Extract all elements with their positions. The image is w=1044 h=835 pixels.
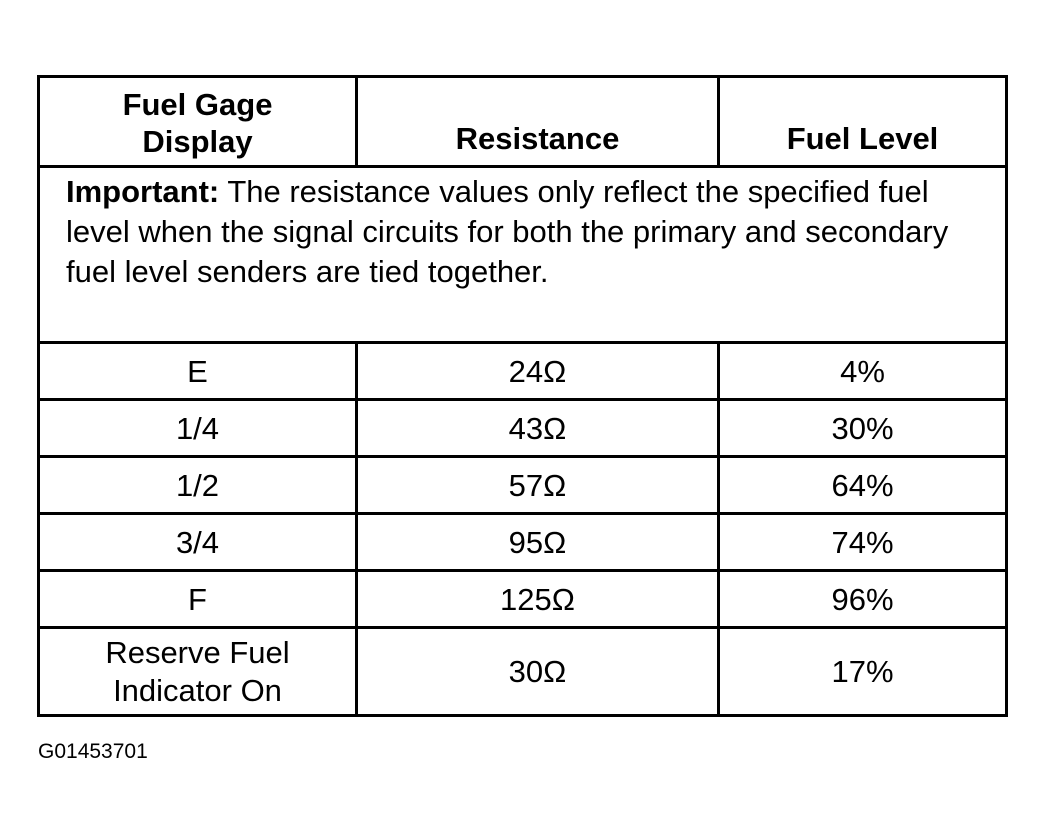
cell-resistance: 125Ω <box>357 571 719 628</box>
important-note-text: The resistance values only reflect the specified fuel level when the signal circuits for both the primary and secondary fuel level senders are tied together. <box>66 174 949 289</box>
cell-fuel-level: 96% <box>719 571 1007 628</box>
cell-display: E <box>39 343 357 400</box>
table-row <box>39 457 1007 514</box>
cell-display: 1/4 <box>39 400 357 457</box>
cell-display: F <box>39 571 357 628</box>
fuel-gage-resistance-table <box>37 75 1008 717</box>
cell-display: 1/2 <box>39 457 357 514</box>
header-resistance: Resistance <box>357 77 719 167</box>
table-row <box>39 571 1007 628</box>
figure-id-caption: G01453701 <box>38 740 148 763</box>
reserve-line1: Reserve Fuel <box>105 634 290 670</box>
cell-resistance: 57Ω <box>357 457 719 514</box>
cell-resistance: 24Ω <box>357 343 719 400</box>
table-row <box>39 514 1007 571</box>
cell-fuel-level: 64% <box>719 457 1007 514</box>
important-note-row <box>39 167 1007 343</box>
cell-resistance: 95Ω <box>357 514 719 571</box>
cell-resistance: 43Ω <box>357 400 719 457</box>
header-display-line1: Fuel Gage <box>122 87 273 122</box>
reserve-fuel-row <box>39 628 1007 716</box>
header-fuel-level: Fuel Level <box>719 77 1007 167</box>
important-note <box>39 167 1007 343</box>
header-fuel-gage-display <box>39 77 357 167</box>
cell-display: 3/4 <box>39 514 357 571</box>
cell-resistance: 30Ω <box>357 628 719 716</box>
cell-fuel-level: 17% <box>719 628 1007 716</box>
reserve-line2: Indicator On <box>113 672 282 708</box>
cell-fuel-level: 30% <box>719 400 1007 457</box>
table-header-row <box>39 77 1007 167</box>
cell-fuel-level: 74% <box>719 514 1007 571</box>
important-note-label: Important: <box>66 174 220 209</box>
cell-fuel-level: 4% <box>719 343 1007 400</box>
table-row <box>39 400 1007 457</box>
cell-display-reserve <box>39 628 357 716</box>
header-display-line2: Display <box>142 124 253 159</box>
table-row <box>39 343 1007 400</box>
